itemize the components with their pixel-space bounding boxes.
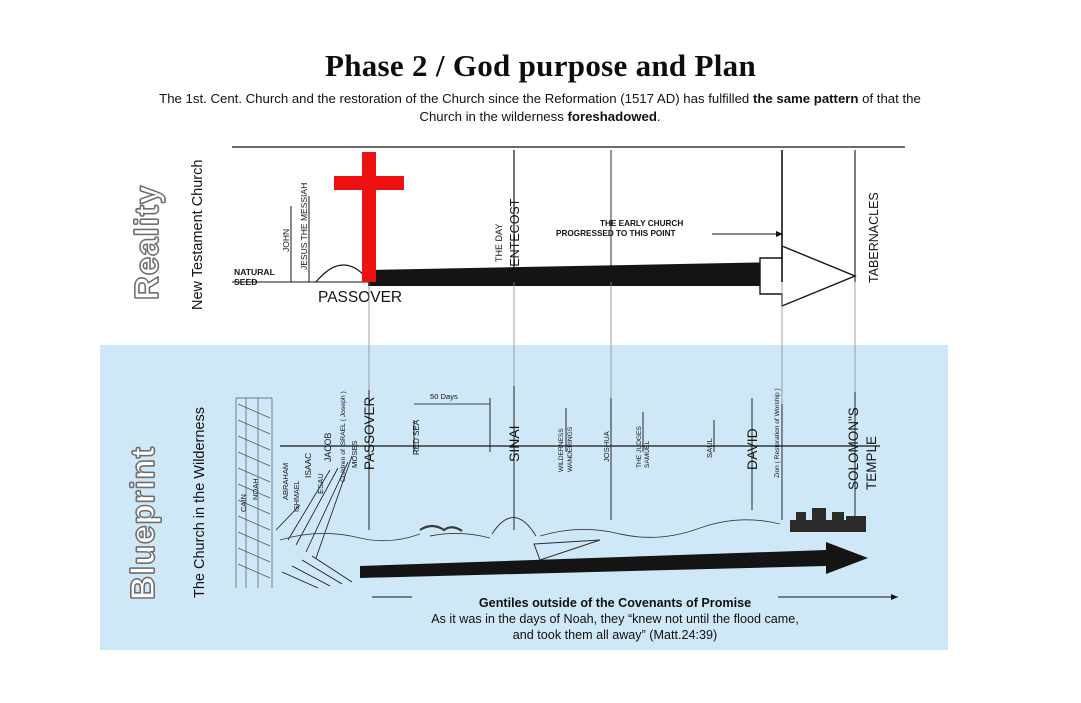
label-pentecost: PENTECOST: [508, 198, 522, 275]
label-passover-bottom: PASSOVER: [362, 396, 377, 470]
label-temple: TEMPLE: [864, 435, 879, 490]
label-samuel: SAMUEL: [644, 440, 651, 468]
label-cain: CAIN: [239, 494, 248, 512]
label-ishmael: ISHMAEL: [292, 480, 301, 512]
label-solomons: SOLOMON"S: [846, 407, 861, 490]
label-children-of-israel: Children of ISRAEL ( Joseph ): [340, 391, 347, 482]
label-john: JOHN: [281, 228, 291, 252]
label-jesus-the-messiah: JESUS THE MESSIAH: [299, 182, 309, 270]
label-zion-restoration-of-worship: Zion ( Restoration of Worship ): [774, 388, 781, 478]
reality-heading: Reality: [128, 184, 165, 300]
red-cross-icon: [334, 152, 404, 282]
top-chart-group: [232, 147, 905, 306]
label-david: DAVID: [744, 428, 760, 470]
caption-line2: and took them all away” (Matt.24:39): [512, 628, 718, 642]
label-tabernacles: TABERNACLES: [867, 192, 881, 283]
label-abraham: ABRAHAM: [281, 462, 290, 500]
label-red-sea: RED SEA: [412, 419, 421, 455]
label-natural-seed-line2: SEED: [234, 277, 258, 287]
caption-heading: Gentiles outside of the Covenants of Promise: [478, 596, 752, 610]
slide-subtitle: The 1st. Cent. Church and the restoration of the Church since the Reformation (1517 AD) has fulfilled the same pattern of that the Church in the wilderness foreshadowed.: [159, 91, 921, 124]
label-the-judges: THE JUDGES: [636, 426, 643, 468]
label-wilderness-wanderings-line2: WANDERINGS: [567, 426, 574, 472]
page-title: Phase 2 / God purpose and Plan: [324, 48, 757, 83]
label-saul: SAUL: [705, 438, 714, 458]
annotation-early-church-line1: THE EARLY CHURCH: [600, 219, 684, 228]
label-noah: NOAH: [251, 478, 260, 500]
label-moses: MOSES: [350, 440, 359, 468]
label-sinai: SINAI: [506, 425, 522, 462]
label-esau: ESAU: [316, 473, 325, 494]
blueprint-heading: Blueprint: [124, 446, 161, 600]
label-passover-top: PASSOVER: [318, 289, 403, 306]
blueprint-subheading: The Church in the Wilderness: [192, 407, 208, 598]
bottom-caption: [330, 595, 900, 643]
label-jacob: JACOB: [323, 432, 333, 462]
label-isaac: ISAAC: [303, 452, 313, 478]
annotation-early-church-line2: PROGRESSED TO THIS POINT: [556, 229, 676, 238]
label-joshua: JOSHUA: [602, 431, 611, 462]
reality-subheading: New Testament Church: [190, 159, 206, 310]
label-wilderness-wanderings-line1: WILDERNESS: [558, 428, 565, 472]
bottom-chart-group: [236, 386, 898, 597]
label-the-day: THE DAY: [494, 223, 504, 262]
label-natural-seed-line1: NATURAL: [234, 267, 275, 277]
label-50-days: 50 Days: [430, 392, 458, 401]
caption-line1: As it was in the days of Noah, they “knew not until the flood came,: [431, 612, 799, 626]
